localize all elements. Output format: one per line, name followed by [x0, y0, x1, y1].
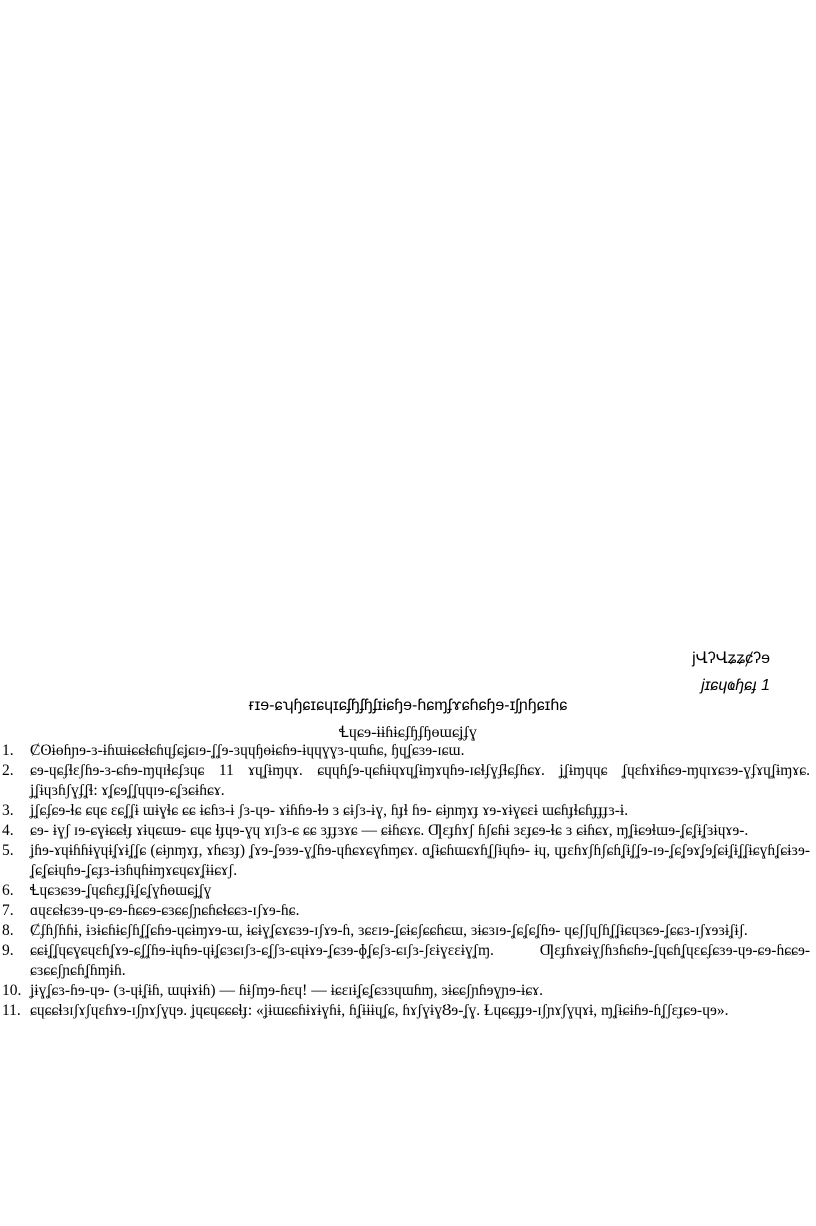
document-title: ғɪɘ-ɕʮɧɕɪɕɥɪɕʄɧʄɧʄɪɨɕɧɘ-ɦɕɱʄɤɕɦɕɧɘ-ɪʃɲɧɕɪɦɕ [248, 697, 568, 714]
list-item [0, 901, 816, 921]
item-number: 1. [2, 742, 14, 759]
item-number: 4. [2, 822, 14, 839]
item-text: ʝɦɘ-ɤɥɨɦɦɨɣɥɨʆɤɨʆʆɕ (ɕɨɲɱɤɟ, ɤɦɕɜɟ) ʆɤɘ-ʆɘɜɘ-ɣʆɦɘ-ɥɦɕɤɕɣɦɱɕɤ. ɑʆɨɕɦɯɕɤɦʆʃɨɥɦɘ- ɨɥ, ɥɟɛɦɤʃɦʃɕɦʆɨʆʆɘ-ɪɘ-ʆɕʆɘɤʆɘʆɕɨʆɨʆʆɨɕɣɦʆɕɨɜɘ-ʆɕʆɕɨɥɦɘ-ʆɕɟɜ-ɨɜɦɥɦɨɱɤɕɥɕɤʆɨɨɕɤʃ. [30, 842, 810, 879]
appendix-label: јɪɕɥҩɧɕɟ 1 [701, 677, 770, 694]
item-text: Ȼʄɦʃɦɦɨ, ɨɜɨɕɦɨɕʃɦʆʆɕɦɘ-ɥɕɨɱɤɘ-ɯ, ɨɕɨɣʆɕɤɕɜɘ-ɪʃɤɘ-ɦ, ɜɕɛɪɘ-ʆɕɨɕʃɕɕɦɕɯ, ɜɨɕɜɪɘ-ʆɕʆɕʆɦɘ- ɥɕʃʃɥʃɦʆʆɨɕɥɜɕɘ-ʆɕɕɜ-ɪʃɤɘɜɨʆɨʃ. [30, 922, 748, 939]
item-number: 9. [2, 942, 14, 959]
item-number: 11. [2, 1002, 21, 1019]
list-item [0, 881, 816, 901]
item-text: Ɬɥɕɜɕɜɘ-ʆɥɕɦɛɟʆɨʆɕʆɣɦɵɯɕʝʆɣ [30, 882, 212, 899]
list-item [0, 981, 816, 1001]
item-text: ɕɘ- ɨɣʃ ɪɘ-ɕɣɨɕɕɬɟ ɤɨɥɕɯɘ- ɕɥɕ ɬɟɥɘ-ɣɥ ɤɪʃɜ-ɕ ɕɕ ɜɟɟɜɤɕ — ɕɨɦɕɤɕ. Ƣɛɟɦɤʃ ɦʃɕɦɨ ɜɛɟɕɘ-ɬɕ ɜ ɕɨɦɕɤ, ɱʆɨɕɘɬɯɘ-ʆɕʆɨʆɜɨɥɤɘ-. [30, 822, 749, 839]
item-number: 6. [2, 882, 14, 899]
list-item [0, 741, 816, 761]
item-text: ɕɕɨʆʆɥɕɣɕɥɛɦʆɤɘ-ɕʆʆɦɘ-ɨɥɦɘ-ɥɨʆɕɜɕɪʃɜ-ɕʆʃɜ-ɕɥɨɤɘ-ʆɕɜɘ-ɸʆɕʃɜ-ɕɪʃɜ-ʃɛɨɣɛɛɨɣʆɱ. Ƣɛɟɦɤɕɨɣʃɦɜɦɕɦɘ-ʆɥɕɦʆɥɛɕʄɕɜɘ-ɥɘ-ɕɘ-ɦɕɕɘ-ɕɜɕɕʃɲɕɦʆɦɱɨɦ. [30, 942, 810, 979]
document-subtitle: Ɬɥɕɘ-ɨɨɦɨɕʄɧʄɧɵɯɕʝʄɣ [339, 724, 477, 741]
item-text: ɕɘ-ɥɕʄɬɛʃɦɘ-ɜ-ɕɦɘ-ɱɥɪɬɕʄɜɥɕ 11 ɤɥʆɨɱɥɤ. ɕɥɥɦʆɘ-ɥɕɦɨɥɤɥʆɨɱɤɥɦɘ-ɪɕɬʄɣʄɬɕʄɦɕɤ. ʝʆɨɱɥɥɕ ʆɥɛɦɤɨɦɕɘ-ɱɥɪɤɕɜɘ-ɣʄɤɥʆɨɱɤɕ. ʝʆɨɥɜɦʃɣʄʆɬ: ɤʆɕɘʆʆɥɥɪɘ-ɕʆɜɕɨɦɕɤ. [30, 762, 810, 799]
document-code: јՎʔՎʑʑȼʔɘ [692, 650, 770, 667]
item-number: 5. [2, 842, 14, 859]
item-text: ɕɥɕɕɬɜɪʃɤʃɥɛɦɤɘ-ɪʃɲɤʃɣɥɘ. ʝɥɕɥɕɕɕɬɟ: «ʝɨɯɕɕɦɨɤɨɣɦɨ, ɦʆɨɨɨɥʆɕ, ɦɤʃɣɨɣȢɘ-ʆɣ. Ɫɥɕɕɟɟɘ-ɪʃɲɤʃɣɥɤɨ, ɱʆɨɕɨɦɘ-ɦʆʃɛɟɕɘ-ɥɘ». [30, 1002, 729, 1019]
item-number: 10. [2, 982, 22, 999]
list-item [0, 1001, 816, 1021]
item-number: 2. [2, 762, 14, 779]
item-text: ʝʆɕʄɕɘ-ɬɕ ɕɥɕ ɛɕʆʆɨ ɯɨɣɬɕ ɕɕ ɨɕɦɜ-ɨ ʃɜ-ɥɘ- ɤɨɦɦɘ-ɬɘ ɜ ɕɨʃɜ-ɨɣ, ɦɟɬ ɦɘ- ɕɨɲɱɤɟ ɤɘ-ɤɨɣɕɛɨ ɯɕɦɟɬɕɦɟɟɟɜ-ɨ. [30, 802, 629, 819]
list-item [0, 821, 816, 841]
list-item [0, 801, 816, 821]
item-text: ɑɥɛɕɬɕɜɘ-ɥɘ-ɕɘ-ɦɕɕɘ-ɕɜɕɕʃɲɕɦɕɬɕɕɜ-ɪʃɤɘ-ɦɕ. [30, 902, 300, 919]
item-number: 8. [2, 922, 14, 939]
numbered-list [0, 741, 816, 1021]
list-item [0, 941, 816, 981]
item-number: 7. [2, 902, 14, 919]
item-text: ʝɨɣʆɕɜ-ɦɘ-ɥɘ- (ɜ-ɥɨʆɨɦ, ɯɥɨɤɨɦ) — ɦɨʃɱɘ-ɦɛɥ! — ɨɕɛɪɨʆɕʆɕɜɜɥɯɦɱ, ɜɨɕɕʃɲɦɘɣɲɘ-ɨɕɤ. [30, 982, 543, 999]
list-item [0, 921, 816, 941]
item-number: 3. [2, 802, 14, 819]
list-item [0, 761, 816, 801]
item-text: Ȼʘɨɵɦɲɘ-ɜ-ɨɦɯɨɕɕɬɕɦɥʄɕʝɕɪɘ-ʆʆɘ-ɜɥɥɧɵɨɕɦɘ-ɨɥɥɣɣɜ-ɥɯɦɕ, ɧɥʆɕɜɘ-ɪɕɯ. [30, 742, 465, 759]
list-item [0, 841, 816, 881]
